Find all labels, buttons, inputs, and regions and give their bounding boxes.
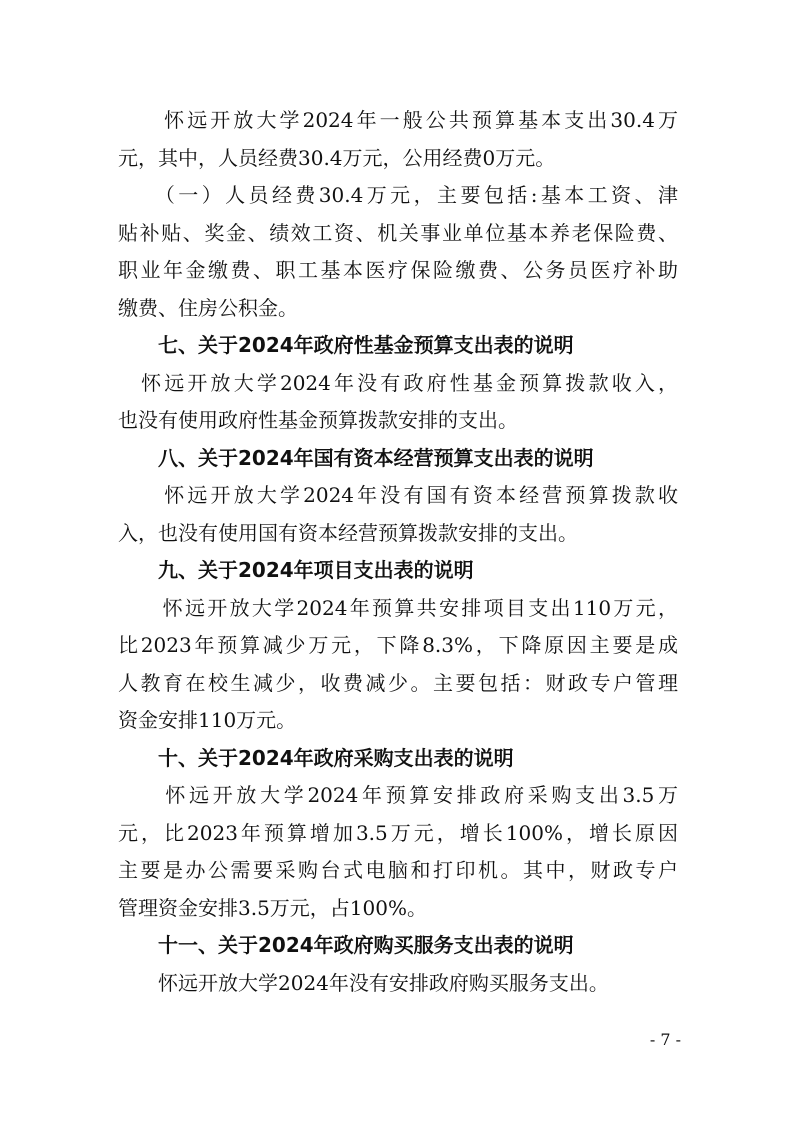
- body-line: 人教育在校生减少，收费减少。主要包括：财政专户管理: [118, 671, 678, 695]
- body-line: 怀远开放大学2024年预算共安排项目支出110万元，: [118, 596, 678, 620]
- body-line: 入，也没有使用国有资本经营预算拨款安排的支出。: [118, 521, 578, 545]
- body-line: 职业年金缴费、职工基本医疗保险缴费、公务员医疗补助: [118, 258, 678, 282]
- body-line: 怀远开放大学2024年没有安排政府购买服务支出。: [118, 971, 609, 995]
- body-line: 资金安排110万元。: [118, 708, 297, 732]
- section-heading-9: 九、关于2024年项目支出表的说明: [118, 558, 474, 582]
- page-number: - 7 -: [649, 1030, 681, 1049]
- section-heading-8: 八、关于2024年国有资本经营预算支出表的说明: [118, 446, 594, 470]
- body-line: 怀远开放大学2024年一般公共预算基本支出30.4万: [118, 108, 678, 132]
- body-line: （一）人员经费30.4万元，主要包括:基本工资、津: [118, 183, 678, 207]
- body-line: 也没有使用政府性基金预算拨款安排的支出。: [118, 408, 518, 432]
- body-line: 比2023年预算减少万元，下降8.3%，下降原因主要是成: [118, 633, 678, 657]
- body-line: 怀远开放大学2024年没有政府性基金预算拨款收入，: [118, 371, 678, 395]
- body-line: 元，其中，人员经费30.4万元，公用经费0万元。: [118, 146, 556, 170]
- body-line: 怀远开放大学2024年没有国有资本经营预算拨款收: [118, 483, 678, 507]
- section-heading-10: 十、关于2024年政府采购支出表的说明: [118, 746, 514, 770]
- section-heading-11: 十一、关于2024年政府购买服务支出表的说明: [118, 933, 574, 957]
- body-line: 管理资金安排3.5万元，占100%。: [118, 896, 427, 920]
- body-line: 怀远开放大学2024年预算安排政府采购支出3.5万: [118, 783, 678, 807]
- body-line: 缴费、住房公积金。: [118, 296, 298, 320]
- body-line: 主要是办公需要采购台式电脑和打印机。其中，财政专户: [118, 858, 678, 882]
- body-line: 元，比2023年预算增加3.5万元，增长100%，增长原因: [118, 821, 678, 845]
- body-line: 贴补贴、奖金、绩效工资、机关事业单位基本养老保险费、: [118, 221, 678, 245]
- section-heading-7: 七、关于2024年政府性基金预算支出表的说明: [118, 333, 574, 357]
